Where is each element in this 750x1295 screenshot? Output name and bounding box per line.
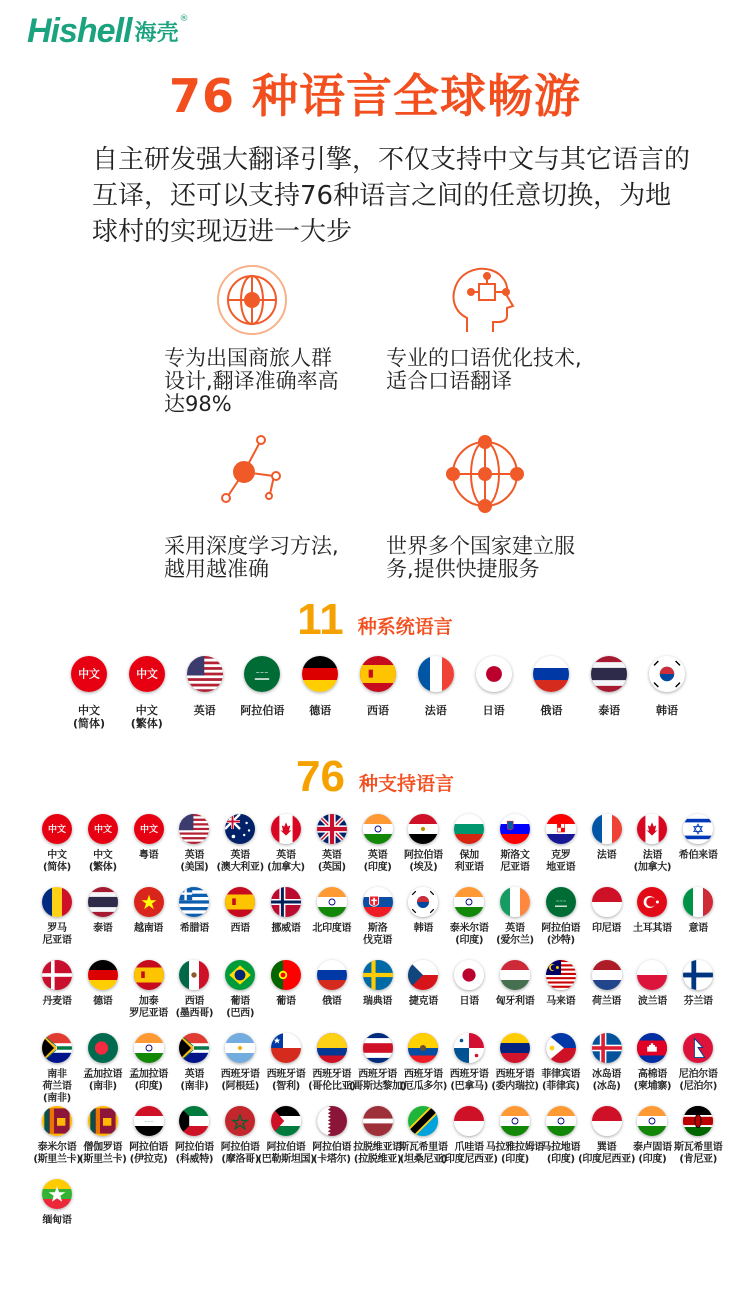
language-label: 希伯来语 <box>678 850 718 861</box>
flag-bg-icon <box>454 814 484 844</box>
language-label: 僧伽罗语 (斯里兰卡) <box>79 1142 127 1165</box>
flag-il-icon <box>683 814 713 844</box>
flag-sk-icon <box>363 887 393 917</box>
brand-logo <box>27 14 189 48</box>
flag-np-icon <box>683 1033 713 1063</box>
supported-languages-count: 76 <box>296 752 345 801</box>
language-label: 泰米尔语 (斯里兰卡) <box>33 1142 81 1165</box>
flag-in-icon <box>454 887 484 917</box>
language-label: 南非 荷兰语 (南非) <box>42 1069 72 1104</box>
flag-ma-icon <box>225 1106 255 1136</box>
flag-lk-icon <box>42 1106 72 1136</box>
flag-text: 中文 <box>139 825 158 835</box>
language-label: 西语 <box>230 923 250 934</box>
language-label: 西语 <box>367 704 389 717</box>
flag-ec-icon <box>408 1033 438 1063</box>
flag-ps-icon <box>271 1106 301 1136</box>
flag-zh-icon <box>88 814 118 844</box>
flag-cr-icon <box>363 1033 393 1063</box>
language-label: 波兰语 <box>637 996 667 1007</box>
language-label: 阿拉伯语 (摩洛哥) <box>220 1142 260 1165</box>
flag-eg-icon <box>408 814 438 844</box>
language-label: 法语 <box>596 850 617 861</box>
flag-es-icon <box>360 656 396 692</box>
flag-co-icon <box>317 1033 347 1063</box>
flag-cz-icon <box>408 960 438 990</box>
language-label: 匈牙利语 <box>495 996 535 1007</box>
language-label: 缅甸语 <box>42 1215 72 1226</box>
flag-bd-icon <box>88 1033 118 1063</box>
feature-text-oral: 专业的口语优化技术,适合口语翻译 <box>386 346 582 393</box>
brand-name-cn: 海壳 <box>134 21 179 46</box>
language-label: 西班牙语 (哥伦比亚) <box>308 1069 356 1092</box>
flag-vn-icon <box>134 887 164 917</box>
flag-kr-icon <box>408 887 438 917</box>
language-label: 日语 <box>459 996 479 1007</box>
flag-hr-icon <box>546 814 576 844</box>
flag-text: 中文 <box>78 667 100 681</box>
language-label: 葡语 (巴西) <box>226 996 255 1019</box>
flag-jp-icon <box>454 960 484 990</box>
language-label: 泰米尔语 (印度) <box>449 923 489 946</box>
flag-in-icon <box>546 1106 576 1136</box>
language-label: 马来语 <box>546 996 576 1007</box>
flag-de-icon <box>302 656 338 692</box>
language-label: 法语 <box>424 704 447 717</box>
flag-sa-icon <box>244 656 280 692</box>
language-label: 阿拉伯语 (伊拉克) <box>129 1142 168 1165</box>
flag-ph-icon <box>546 1033 576 1063</box>
language-label: 捷克语 <box>408 996 438 1007</box>
flag-zh-icon <box>129 656 165 692</box>
flag-no-icon <box>271 887 301 917</box>
svg-text:~~~: ~~~ <box>144 1119 154 1124</box>
language-label: 克罗 地亚语 <box>546 850 576 873</box>
language-label: 英语 <box>193 704 216 717</box>
globe-target-icon <box>214 262 290 338</box>
language-label: 荷兰语 <box>592 996 622 1007</box>
flag-in-icon <box>637 1106 667 1136</box>
flag-pa-icon <box>454 1033 484 1063</box>
flag-id-icon <box>592 1106 622 1136</box>
flag-iq-icon <box>134 1106 164 1136</box>
language-label: 英语 (爱尔兰) <box>496 923 534 946</box>
registered-mark: ® <box>179 14 189 24</box>
language-label: 中文 (简体) <box>43 850 71 873</box>
flag-us-icon <box>179 814 209 844</box>
svg-text:~~~: ~~~ <box>555 898 567 904</box>
flag-id-icon <box>454 1106 484 1136</box>
flag-text: 中文 <box>47 825 67 835</box>
language-label: 印尼语 <box>592 923 622 934</box>
flag-pt-icon <box>271 960 301 990</box>
flag-fr-icon <box>592 814 622 844</box>
language-label: 泰卢固语 (印度) <box>632 1142 672 1165</box>
flag-es-icon <box>225 887 255 917</box>
language-label: 孟加拉语 (印度) <box>129 1069 168 1092</box>
language-label: 希腊语 <box>179 923 209 934</box>
flag-kr-icon <box>649 656 685 692</box>
language-label: 挪威语 <box>271 923 301 934</box>
language-label: 英语 (英国) <box>317 850 346 873</box>
flag-it-icon <box>683 887 713 917</box>
flag-qa-icon <box>317 1106 347 1136</box>
flag-text: 中文 <box>93 825 112 835</box>
language-label: 西语 (墨西哥) <box>175 996 214 1019</box>
flag-ve-icon <box>500 1033 530 1063</box>
language-label: 芬兰语 <box>683 996 713 1007</box>
language-label: 西班牙语 (哥斯达黎加) <box>349 1069 407 1092</box>
language-label: 英语 (印度) <box>363 850 392 873</box>
language-label: 斯洛文 尼亚语 <box>500 850 530 873</box>
language-label: 阿拉伯语 (卡塔尔) <box>312 1142 352 1165</box>
language-label: 孟加拉语 (南非) <box>83 1069 123 1092</box>
language-label: 西班牙语 (阿根廷) <box>220 1069 260 1092</box>
flag-fi-icon <box>683 960 713 990</box>
flag-fr-icon <box>418 656 454 692</box>
flag-za-icon <box>42 1033 72 1063</box>
language-label: 加泰 罗尼亚语 <box>129 996 168 1019</box>
molecule-network-icon <box>214 430 290 506</box>
flag-th-icon <box>591 656 627 692</box>
flag-zh-icon <box>71 656 107 692</box>
flag-ru-icon <box>533 656 569 692</box>
flag-gr-icon <box>179 887 209 917</box>
language-label: 德语 <box>309 704 332 717</box>
language-label: 高棉语 (柬埔寨) <box>633 1069 672 1092</box>
language-label: 韩语 <box>656 704 678 717</box>
flag-in-icon <box>317 887 347 917</box>
language-label: 越南语 <box>134 923 164 934</box>
language-label: 瑞典语 <box>363 996 393 1007</box>
language-label: 阿拉伯语 (沙特) <box>541 923 581 946</box>
flag-zh-icon <box>42 814 72 844</box>
language-label: 阿拉伯语 (巴勒斯坦国) <box>257 1142 315 1165</box>
language-label: 韩语 <box>413 923 434 934</box>
flag-zh-icon <box>134 814 164 844</box>
supported-languages-label: 种支持语言 <box>358 773 454 795</box>
language-label: 拉脱维亚语 (拉脱维亚) <box>353 1142 402 1165</box>
flag-in-icon <box>363 814 393 844</box>
language-label: 俄语 <box>322 996 342 1007</box>
language-label: 西班牙语 (智利) <box>266 1069 306 1092</box>
flag-pl-icon <box>637 960 667 990</box>
flag-ro-icon <box>42 887 72 917</box>
language-label: 英语 (加拿大) <box>267 850 305 873</box>
flag-jp-icon <box>476 656 512 692</box>
flag-ie-icon <box>500 887 530 917</box>
flag-th-icon <box>88 887 118 917</box>
language-label: 中文 (繁体) <box>130 704 163 730</box>
language-label: 意语 <box>688 923 708 934</box>
supported-languages-title <box>0 752 750 801</box>
flag-ar-icon <box>225 1033 255 1063</box>
flag-dk-icon <box>42 960 72 990</box>
svg-text:~~~: ~~~ <box>256 670 269 677</box>
flag-lk-icon <box>88 1106 118 1136</box>
language-label: 冰岛语 (冰岛) <box>592 1069 622 1092</box>
brand-name-en: Hishell <box>27 12 132 50</box>
flag-in-icon <box>134 1033 164 1063</box>
language-label: 中文 (简体) <box>72 704 106 730</box>
language-label: 马拉地语 (印度) <box>541 1142 581 1165</box>
flag-sa-icon <box>546 887 576 917</box>
intro-paragraph: 自主研发强大翻译引擎，不仅支持中文与其它语言的互译，还可以支持76种语言之间的任意切换，为地球村的实现迈进一大步 <box>92 145 691 247</box>
language-label: 巽语 (印度尼西亚) <box>578 1142 636 1165</box>
language-label: 英语 (南非) <box>180 1069 209 1092</box>
language-label: 土耳其语 <box>632 923 672 934</box>
language-label: 斯瓦希里语 (坦桑尼亚) <box>399 1142 448 1165</box>
flag-tr-icon <box>637 887 667 917</box>
language-label: 中文 (繁体) <box>88 850 117 873</box>
flag-ru-icon <box>317 960 347 990</box>
language-label: 丹麦语 <box>42 996 72 1007</box>
flag-es-icon <box>134 960 164 990</box>
language-label: 德语 <box>93 996 113 1007</box>
flag-tz-icon <box>408 1106 438 1136</box>
language-label: 日语 <box>482 704 505 717</box>
system-languages-label: 种系统语言 <box>357 616 453 638</box>
flag-is-icon <box>592 1033 622 1063</box>
flag-id-icon <box>592 887 622 917</box>
language-label: 斯洛 伐克语 <box>363 923 393 946</box>
language-label: 阿拉伯语 (埃及) <box>403 850 443 873</box>
flag-kh-icon <box>637 1033 667 1063</box>
head-network-icon <box>445 262 525 338</box>
flag-ca-icon <box>271 814 301 844</box>
flag-ca-icon <box>637 814 667 844</box>
feature-text-accuracy: 专为出国商旅人群设计,翻译准确率高达98% <box>164 346 339 416</box>
system-languages-count: 11 <box>297 595 344 644</box>
language-label: 马拉雅拉姆语 (印度) <box>485 1142 545 1165</box>
language-label: 泰语 <box>598 704 621 717</box>
language-label: 葡语 <box>276 996 296 1007</box>
headline: 76 种语言全球畅游 <box>168 69 582 123</box>
language-label: 西班牙语 (厄瓜多尔) <box>399 1069 448 1092</box>
language-label: 泰语 <box>93 923 113 934</box>
flag-mx-icon <box>179 960 209 990</box>
flag-mm-icon <box>42 1179 72 1209</box>
flag-de-icon <box>88 960 118 990</box>
language-label: 英语 (美国) <box>180 850 209 873</box>
language-label: 英语 (澳大利亚) <box>216 850 264 873</box>
flag-us-icon <box>187 656 223 692</box>
language-label: 西班牙语 (巴拿马) <box>449 1069 489 1092</box>
feature-text-service: 世界多个国家建立服务,提供快捷服务 <box>386 534 575 581</box>
flag-za-icon <box>179 1033 209 1063</box>
flag-si-icon <box>500 814 530 844</box>
system-languages-title <box>0 595 750 644</box>
flag-in-icon <box>500 1106 530 1136</box>
language-label: 阿拉伯语 (科威特) <box>174 1142 214 1165</box>
flag-my-icon <box>546 960 576 990</box>
language-label: 保加 利亚语 <box>454 850 484 873</box>
language-label: 法语 (加拿大) <box>633 850 672 873</box>
language-label: 爪哇语 (印度尼西亚) <box>440 1142 498 1165</box>
language-label: 斯瓦希里语 (肯尼亚) <box>673 1142 723 1165</box>
language-label: 俄语 <box>540 704 563 717</box>
language-label: 西班牙语 (委内瑞拉) <box>491 1069 539 1092</box>
language-label: 北印度语 <box>312 923 352 934</box>
flag-hu-icon <box>500 960 530 990</box>
flag-lv-icon <box>363 1106 393 1136</box>
flag-se-icon <box>363 960 393 990</box>
flag-au-icon <box>225 814 255 844</box>
globe-nodes-icon <box>443 432 527 516</box>
language-label: 粤语 <box>138 850 159 861</box>
flag-br-icon <box>225 960 255 990</box>
flag-text: 中文 <box>136 667 158 681</box>
flag-nl-icon <box>592 960 622 990</box>
language-label: 菲律宾语 (菲律宾) <box>541 1069 581 1092</box>
flag-ke-icon <box>683 1106 713 1136</box>
language-label: 罗马 尼亚语 <box>42 923 72 946</box>
language-label: 尼泊尔语 (尼泊尔) <box>678 1069 718 1092</box>
flag-kw-icon <box>179 1106 209 1136</box>
feature-text-deep-learning: 采用深度学习方法,越用越准确 <box>164 534 339 581</box>
flag-cl-icon <box>271 1033 301 1063</box>
language-label: 阿拉伯语 <box>240 704 285 717</box>
flag-gb-icon <box>317 814 347 844</box>
